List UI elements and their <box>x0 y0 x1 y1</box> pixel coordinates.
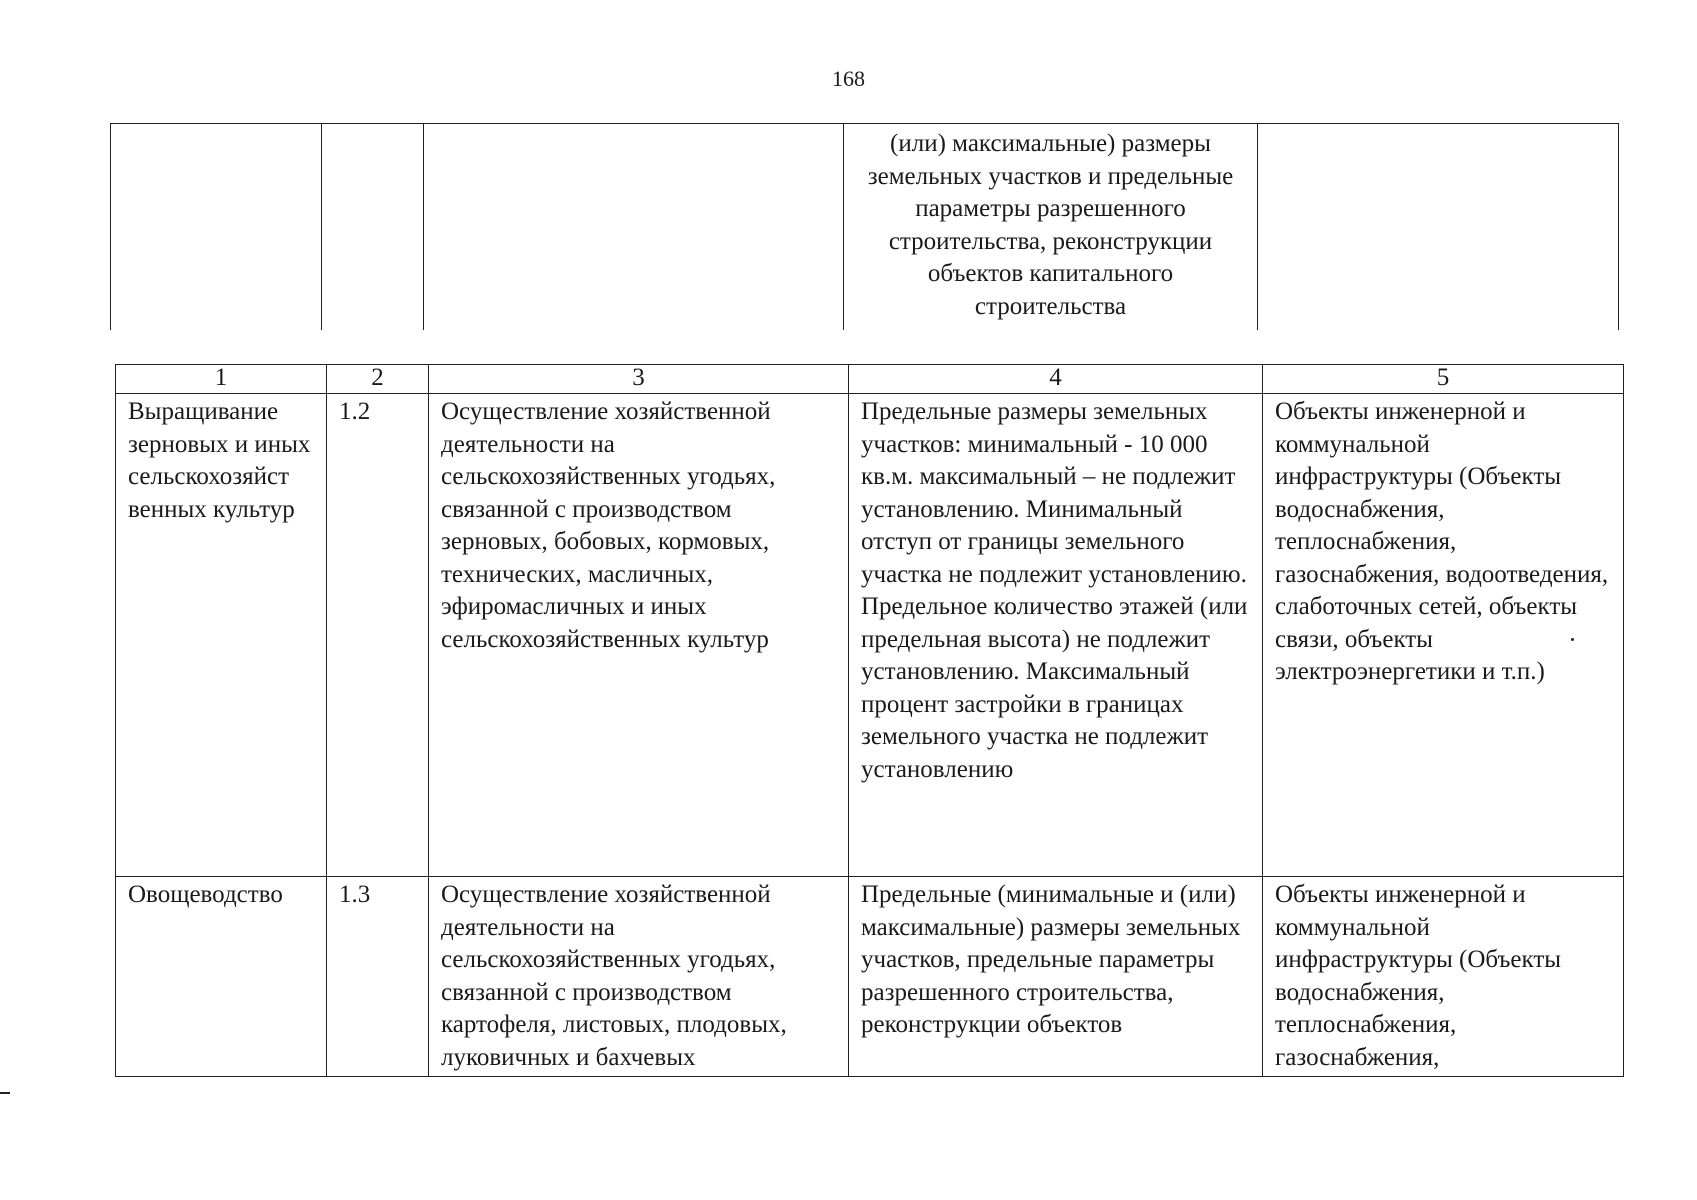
land-use-code: 1.2 <box>327 394 429 877</box>
table-row <box>116 877 1624 1077</box>
land-use-objects: Объекты инженерной и коммунальной инфраструктуры (Объекты водоснабжения, теплоснабжения, газоснабжения, водоотведения, слаботочных сетей, объекты связи, объекты электроэнергетики и т.п.) <box>1263 394 1624 877</box>
table-row <box>116 394 1624 877</box>
continuation-cell-5 <box>1258 124 1619 331</box>
land-use-code: 1.3 <box>327 877 429 1077</box>
land-use-objects: Объекты инженерной и коммунальной инфраструктуры (Объекты водоснабжения, теплоснабжения, газоснабжения, <box>1263 877 1624 1077</box>
land-use-description: Осуществление хозяйственной деятельности на сельскохозяйственных угодьях, связанной с производством картофеля, листовых, плодовых, луковичных и бахчевых <box>429 877 849 1077</box>
land-use-table <box>115 364 1624 1077</box>
land-use-name: Выращивание зерновых и иных сельскохозяйст венных культур <box>116 394 327 877</box>
column-header: 4 <box>849 365 1263 394</box>
land-use-parameters: Предельные (минимальные и (или) максимальные) размеры земельных участков, предельные параметры разрешенного строительства, реконструкции объектов <box>849 877 1263 1077</box>
column-header: 1 <box>116 365 327 394</box>
column-header: 3 <box>429 365 849 394</box>
land-use-parameters: Предельные размеры земельных участков: минимальный - 10 000 кв.м. максимальный – не подлежит установлению. Минимальный отступ от границы земельного участка не подлежит установлению. Предельное количество этажей (или предельная высота) не подлежит установлению. Максимальный процент застройки в границах земельного участка не подлежит установлению <box>849 394 1263 877</box>
page-number: 168 <box>832 66 865 91</box>
scan-edge-mark <box>0 1092 10 1094</box>
land-use-name: Овощеводство <box>116 877 327 1077</box>
header-row <box>116 365 1624 394</box>
land-use-description: Осуществление хозяйственной деятельности на сельскохозяйственных угодьях, связанной с производством зерновых, бобовых, кормовых, технических, масличных, эфиромасличных и иных сельскохозяйственных культур <box>429 394 849 877</box>
continuation-cell-4: (или) максимальные) размеры земельных участков и предельные параметры разрешенного строительства, реконструкции объектов капитального строительства <box>844 124 1258 331</box>
scan-speck <box>1571 638 1574 641</box>
column-header: 2 <box>327 365 429 394</box>
continuation-table <box>110 123 1619 330</box>
column-header: 5 <box>1263 365 1624 394</box>
continuation-cell-2 <box>322 124 424 331</box>
continuation-cell-3 <box>424 124 844 331</box>
continuation-row <box>111 124 1619 331</box>
continuation-cell-1 <box>111 124 322 331</box>
